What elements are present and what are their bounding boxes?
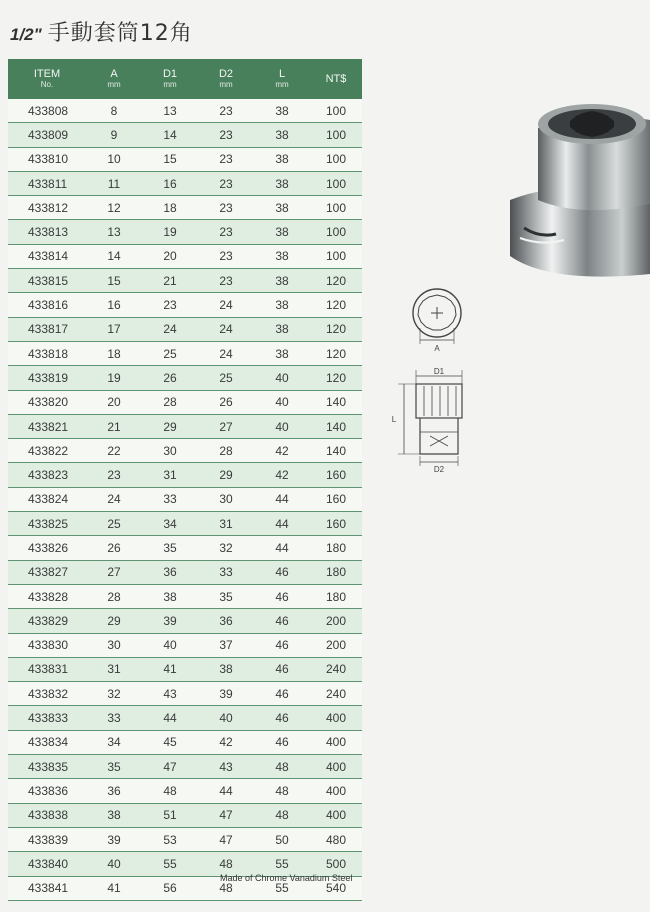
table-row <box>8 341 362 365</box>
table-cell: 24 <box>198 317 254 341</box>
table-cell: 10 <box>86 147 142 171</box>
table-cell: 433809 <box>8 123 86 147</box>
table-cell: 46 <box>254 682 310 706</box>
table-cell: 11 <box>86 171 142 195</box>
table-cell: 433821 <box>8 414 86 438</box>
spec-table <box>8 59 362 901</box>
table-cell: 34 <box>142 512 198 536</box>
table-cell: 20 <box>86 390 142 414</box>
table-cell: 40 <box>254 366 310 390</box>
table-cell: 40 <box>86 852 142 876</box>
table-cell: 27 <box>198 414 254 438</box>
table-cell: 46 <box>254 584 310 608</box>
table-cell: 433833 <box>8 706 86 730</box>
page-header <box>10 16 193 50</box>
table-cell: 17 <box>86 317 142 341</box>
column-header <box>198 59 254 99</box>
table-cell: 100 <box>310 196 362 220</box>
table-cell: 433812 <box>8 196 86 220</box>
diagram-label-l: L <box>391 415 397 424</box>
table-cell: 48 <box>254 803 310 827</box>
table-cell: 120 <box>310 341 362 365</box>
table-cell: 45 <box>142 730 198 754</box>
table-cell: 21 <box>142 269 198 293</box>
table-cell: 46 <box>254 560 310 584</box>
table-header <box>8 59 362 99</box>
table-row <box>8 657 362 681</box>
table-row <box>8 512 362 536</box>
table-cell: 31 <box>142 463 198 487</box>
column-label: D2 <box>218 67 234 80</box>
table-cell: 400 <box>310 706 362 730</box>
table-cell: 24 <box>198 341 254 365</box>
diagram-label-a: A <box>434 344 440 353</box>
table-cell: 22 <box>86 439 142 463</box>
table-cell: 433831 <box>8 657 86 681</box>
column-unit: No. <box>40 79 54 89</box>
table-cell: 46 <box>254 706 310 730</box>
table-cell: 26 <box>86 536 142 560</box>
table-row <box>8 536 362 560</box>
table-cell: 23 <box>198 171 254 195</box>
table-cell: 21 <box>86 414 142 438</box>
table-row <box>8 755 362 779</box>
table-cell: 433825 <box>8 512 86 536</box>
column-label: NT$ <box>325 72 347 85</box>
table-cell: 46 <box>254 609 310 633</box>
table-cell: 433828 <box>8 584 86 608</box>
table-cell: 14 <box>142 123 198 147</box>
table-cell: 400 <box>310 779 362 803</box>
table-cell: 16 <box>142 171 198 195</box>
table-body <box>8 99 362 900</box>
table-row <box>8 463 362 487</box>
table-cell: 23 <box>198 196 254 220</box>
table-cell: 43 <box>142 682 198 706</box>
table-cell: 433829 <box>8 609 86 633</box>
table-cell: 46 <box>254 633 310 657</box>
table-cell: 29 <box>86 609 142 633</box>
table-cell: 400 <box>310 755 362 779</box>
column-header <box>8 59 86 99</box>
table-cell: 160 <box>310 463 362 487</box>
table-cell: 120 <box>310 269 362 293</box>
table-cell: 120 <box>310 293 362 317</box>
table-cell: 8 <box>86 99 142 123</box>
diagram-label-d2: D2 <box>433 465 445 474</box>
column-label: D1 <box>162 67 178 80</box>
material-note: Made of Chrome Vanadium Steel <box>220 873 353 883</box>
table-cell: 31 <box>86 657 142 681</box>
table-cell: 433841 <box>8 876 86 900</box>
table-cell: 26 <box>142 366 198 390</box>
table-cell: 50 <box>254 827 310 851</box>
table-cell: 42 <box>198 730 254 754</box>
table-row <box>8 317 362 341</box>
column-header <box>86 59 142 99</box>
table-cell: 28 <box>142 390 198 414</box>
table-cell: 30 <box>198 487 254 511</box>
table-cell: 44 <box>142 706 198 730</box>
table-cell: 433818 <box>8 341 86 365</box>
table-cell: 19 <box>142 220 198 244</box>
column-header <box>142 59 198 99</box>
table-cell: 540 <box>310 876 362 900</box>
table-cell: 39 <box>86 827 142 851</box>
table-cell: 38 <box>254 293 310 317</box>
column-unit: mm <box>219 79 233 89</box>
table-cell: 24 <box>198 293 254 317</box>
column-unit: mm <box>163 79 177 89</box>
table-row <box>8 730 362 754</box>
table-cell: 23 <box>198 99 254 123</box>
table-cell: 38 <box>198 657 254 681</box>
table-cell: 55 <box>142 852 198 876</box>
table-cell: 51 <box>142 803 198 827</box>
table-cell: 433835 <box>8 755 86 779</box>
table-cell: 48 <box>254 779 310 803</box>
column-unit: mm <box>275 79 289 89</box>
table-row <box>8 196 362 220</box>
table-cell: 36 <box>86 779 142 803</box>
table-cell: 433817 <box>8 317 86 341</box>
column-label: ITEM <box>33 67 61 80</box>
table-cell: 100 <box>310 171 362 195</box>
column-unit: mm <box>107 79 121 89</box>
table-cell: 55 <box>254 852 310 876</box>
socket-side-view-diagram <box>382 362 472 474</box>
table-row <box>8 609 362 633</box>
table-cell: 47 <box>198 827 254 851</box>
table-cell: 38 <box>254 123 310 147</box>
table-cell: 19 <box>86 366 142 390</box>
table-cell: 39 <box>142 609 198 633</box>
table-cell: 42 <box>254 439 310 463</box>
table-row <box>8 293 362 317</box>
table-cell: 53 <box>142 827 198 851</box>
table-cell: 38 <box>254 220 310 244</box>
table-cell: 37 <box>198 633 254 657</box>
table-cell: 34 <box>86 730 142 754</box>
table-cell: 32 <box>86 682 142 706</box>
table-cell: 433814 <box>8 244 86 268</box>
table-row <box>8 244 362 268</box>
table-row <box>8 706 362 730</box>
table-cell: 433834 <box>8 730 86 754</box>
table-cell: 44 <box>254 487 310 511</box>
table-cell: 240 <box>310 657 362 681</box>
table-row <box>8 99 362 123</box>
table-cell: 160 <box>310 487 362 511</box>
table-cell: 27 <box>86 560 142 584</box>
table-cell: 13 <box>86 220 142 244</box>
table-cell: 56 <box>142 876 198 900</box>
table-row <box>8 414 362 438</box>
table-cell: 15 <box>86 269 142 293</box>
table-cell: 9 <box>86 123 142 147</box>
table-cell: 40 <box>254 414 310 438</box>
table-cell: 23 <box>86 463 142 487</box>
table-cell: 35 <box>86 755 142 779</box>
table-row <box>8 487 362 511</box>
table-cell: 433813 <box>8 220 86 244</box>
socket-photo <box>500 88 650 284</box>
table-cell: 23 <box>198 147 254 171</box>
table-row <box>8 147 362 171</box>
table-cell: 24 <box>142 317 198 341</box>
table-cell: 23 <box>198 244 254 268</box>
table-cell: 30 <box>142 439 198 463</box>
table-cell: 23 <box>198 220 254 244</box>
table-cell: 433839 <box>8 827 86 851</box>
diagram-label-d1: D1 <box>433 367 445 376</box>
table-cell: 433838 <box>8 803 86 827</box>
table-cell: 33 <box>86 706 142 730</box>
table-row <box>8 803 362 827</box>
table-cell: 35 <box>142 536 198 560</box>
table-cell: 33 <box>142 487 198 511</box>
table-cell: 38 <box>86 803 142 827</box>
table-row <box>8 366 362 390</box>
table-cell: 29 <box>142 414 198 438</box>
table-cell: 33 <box>198 560 254 584</box>
table-cell: 180 <box>310 536 362 560</box>
column-header <box>254 59 310 99</box>
table-row <box>8 220 362 244</box>
table-cell: 433816 <box>8 293 86 317</box>
table-cell: 100 <box>310 220 362 244</box>
table-cell: 47 <box>142 755 198 779</box>
table-cell: 120 <box>310 366 362 390</box>
table-row <box>8 827 362 851</box>
table-cell: 44 <box>254 512 310 536</box>
table-cell: 433840 <box>8 852 86 876</box>
table-cell: 180 <box>310 584 362 608</box>
table-cell: 12 <box>86 196 142 220</box>
table-cell: 433815 <box>8 269 86 293</box>
table-cell: 14 <box>86 244 142 268</box>
table-cell: 48 <box>142 779 198 803</box>
table-cell: 15 <box>142 147 198 171</box>
table-cell: 120 <box>310 317 362 341</box>
column-header <box>310 59 362 99</box>
table-row <box>8 560 362 584</box>
table-row <box>8 171 362 195</box>
table-row <box>8 123 362 147</box>
table-cell: 433811 <box>8 171 86 195</box>
table-row <box>8 390 362 414</box>
table-cell: 433810 <box>8 147 86 171</box>
table-cell: 23 <box>142 293 198 317</box>
table-cell: 160 <box>310 512 362 536</box>
table-row <box>8 269 362 293</box>
table-cell: 38 <box>254 244 310 268</box>
table-cell: 433819 <box>8 366 86 390</box>
table-row <box>8 633 362 657</box>
table-cell: 38 <box>254 341 310 365</box>
table-cell: 200 <box>310 633 362 657</box>
table-cell: 32 <box>198 536 254 560</box>
table-cell: 28 <box>198 439 254 463</box>
table-cell: 36 <box>198 609 254 633</box>
table-cell: 28 <box>86 584 142 608</box>
table-cell: 100 <box>310 244 362 268</box>
table-cell: 48 <box>254 755 310 779</box>
table-cell: 200 <box>310 609 362 633</box>
table-cell: 38 <box>254 147 310 171</box>
table-cell: 20 <box>142 244 198 268</box>
table-cell: 16 <box>86 293 142 317</box>
table-cell: 55 <box>254 876 310 900</box>
table-cell: 48 <box>198 876 254 900</box>
table-cell: 38 <box>142 584 198 608</box>
table-cell: 48 <box>198 852 254 876</box>
table-cell: 400 <box>310 803 362 827</box>
table-row <box>8 584 362 608</box>
column-label: A <box>110 67 118 80</box>
table-cell: 40 <box>198 706 254 730</box>
table-cell: 433832 <box>8 682 86 706</box>
table-cell: 480 <box>310 827 362 851</box>
table-cell: 100 <box>310 99 362 123</box>
table-cell: 18 <box>142 196 198 220</box>
table-cell: 433827 <box>8 560 86 584</box>
table-cell: 38 <box>254 317 310 341</box>
table-cell: 433808 <box>8 99 86 123</box>
table-cell: 44 <box>254 536 310 560</box>
table-cell: 100 <box>310 123 362 147</box>
table-row <box>8 439 362 463</box>
table-row <box>8 682 362 706</box>
table-cell: 46 <box>254 657 310 681</box>
table-cell: 43 <box>198 755 254 779</box>
table-row <box>8 779 362 803</box>
table-cell: 42 <box>254 463 310 487</box>
table-cell: 24 <box>86 487 142 511</box>
table-cell: 47 <box>198 803 254 827</box>
table-cell: 140 <box>310 414 362 438</box>
table-cell: 433836 <box>8 779 86 803</box>
table-cell: 23 <box>198 269 254 293</box>
table-cell: 38 <box>254 269 310 293</box>
table-cell: 18 <box>86 341 142 365</box>
table-cell: 38 <box>254 99 310 123</box>
table-cell: 433820 <box>8 390 86 414</box>
socket-top-view-diagram <box>404 286 470 356</box>
table-cell: 100 <box>310 147 362 171</box>
table-cell: 25 <box>198 366 254 390</box>
table-cell: 240 <box>310 682 362 706</box>
table-cell: 25 <box>142 341 198 365</box>
table-cell: 31 <box>198 512 254 536</box>
table-cell: 400 <box>310 730 362 754</box>
table-cell: 433830 <box>8 633 86 657</box>
table-cell: 140 <box>310 390 362 414</box>
table-cell: 433823 <box>8 463 86 487</box>
table-cell: 38 <box>254 196 310 220</box>
page-title: 手動套筒12角 <box>47 21 193 46</box>
table-cell: 500 <box>310 852 362 876</box>
column-label: L <box>278 67 286 80</box>
table-cell: 433826 <box>8 536 86 560</box>
table-cell: 39 <box>198 682 254 706</box>
table-cell: 23 <box>198 123 254 147</box>
table-cell: 29 <box>198 463 254 487</box>
table-cell: 35 <box>198 584 254 608</box>
table-cell: 41 <box>86 876 142 900</box>
table-cell: 40 <box>142 633 198 657</box>
table-cell: 36 <box>142 560 198 584</box>
table-cell: 46 <box>254 730 310 754</box>
drive-size: 1/2" <box>10 25 42 44</box>
table-cell: 140 <box>310 439 362 463</box>
table-cell: 30 <box>86 633 142 657</box>
table-cell: 44 <box>198 779 254 803</box>
table-cell: 40 <box>254 390 310 414</box>
table-cell: 25 <box>86 512 142 536</box>
table-cell: 433822 <box>8 439 86 463</box>
table-cell: 38 <box>254 171 310 195</box>
table-cell: 13 <box>142 99 198 123</box>
table-cell: 41 <box>142 657 198 681</box>
table-cell: 180 <box>310 560 362 584</box>
table-cell: 433824 <box>8 487 86 511</box>
table-cell: 26 <box>198 390 254 414</box>
